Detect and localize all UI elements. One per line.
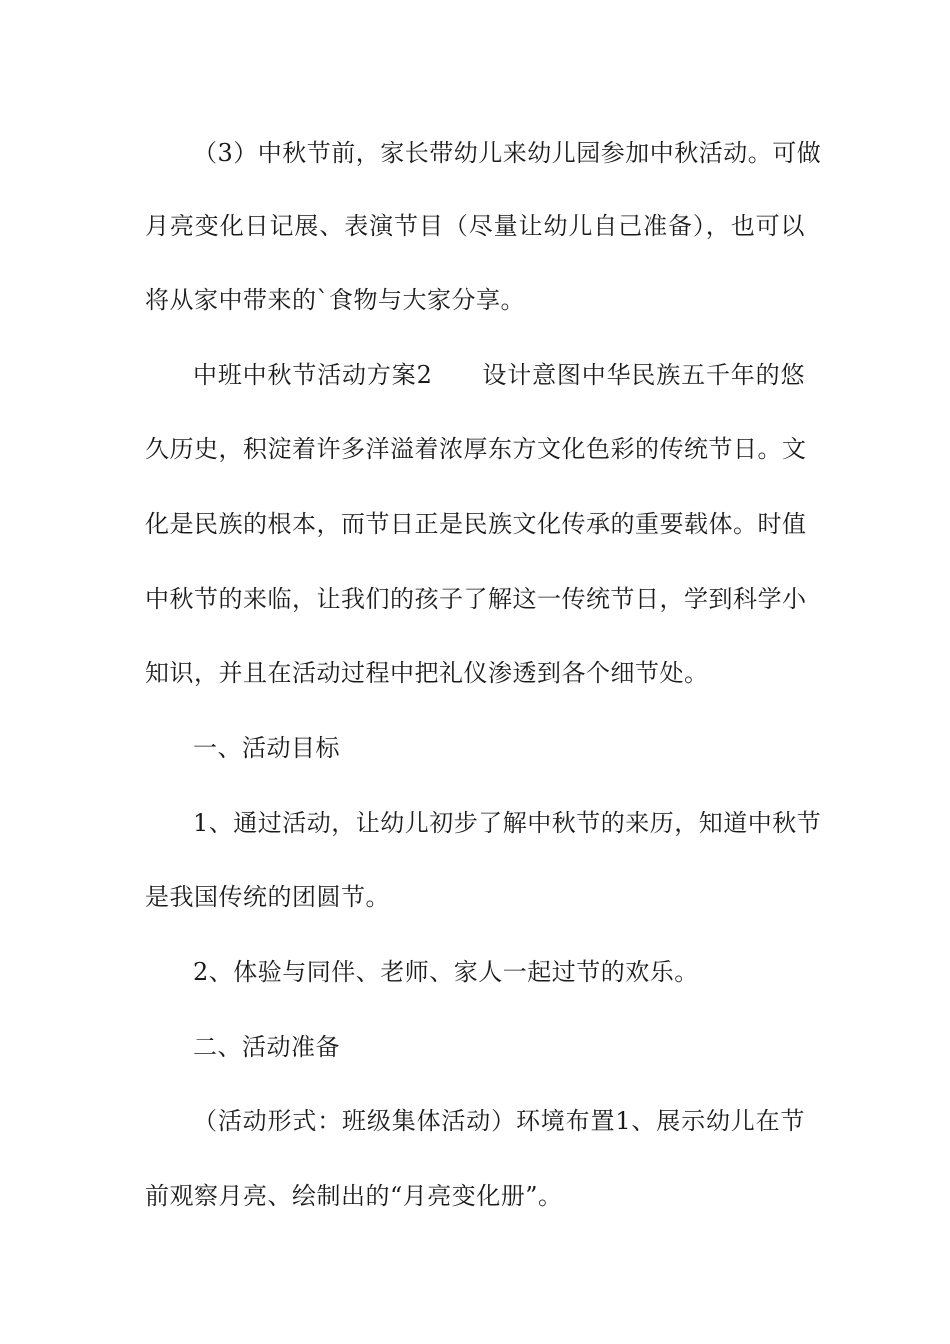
paragraph-line: （活动形式：班级集体活动）环境布置1、展示幼儿在节 xyxy=(193,1107,805,1135)
section-title-line: 中班中秋节活动方案2 设计意图中华民族五千年的悠 xyxy=(193,361,805,389)
list-item-line: 是我国传统的团圆节。 xyxy=(145,883,390,911)
section-heading: 二、活动准备 xyxy=(193,1033,340,1061)
paragraph-line: 中秋节的来临，让我们的孩子了解这一传统节日，学到科学小 xyxy=(145,585,807,613)
section-heading: 一、活动目标 xyxy=(193,734,340,762)
paragraph-line: 化是民族的根本，而节日正是民族文化传承的重要载体。时值 xyxy=(145,510,807,538)
list-item-line: 2、体验与同伴、老师、家人一起过节的欢乐。 xyxy=(193,958,699,986)
list-item-line: 1、通过活动，让幼儿初步了解中秋节的来历，知道中秋节 xyxy=(193,809,822,837)
paragraph-line: 知识，并且在活动过程中把礼仪渗透到各个细节处。 xyxy=(145,659,709,687)
paragraph-line: （3）中秋节前，家长带幼儿来幼儿园参加中秋活动。可做 xyxy=(193,139,822,167)
paragraph-line: 将从家中带来的`食物与大家分享。 xyxy=(145,286,525,314)
paragraph-line: 月亮变化日记展、表演节目（尽量让幼儿自己准备），也可以 xyxy=(145,212,805,240)
paragraph-line: 前观察月亮、绘制出的“月亮变化册”。 xyxy=(145,1182,563,1210)
paragraph-line: 久历史，积淀着许多洋溢着浓厚东方文化色彩的传统节日。文 xyxy=(145,435,807,463)
